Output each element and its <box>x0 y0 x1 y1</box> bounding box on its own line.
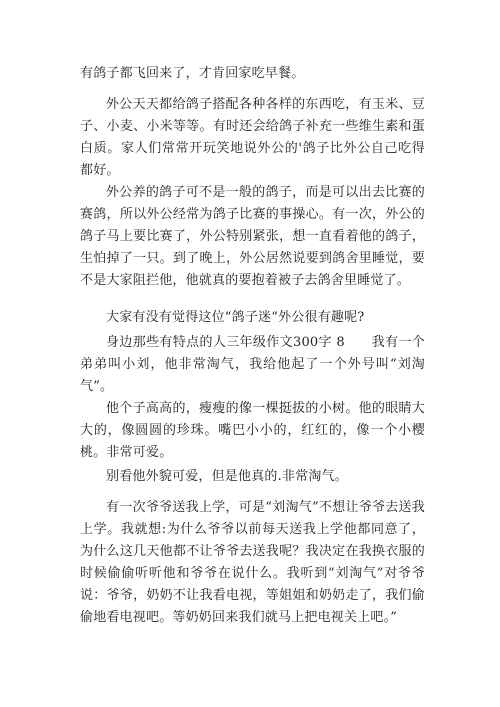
paragraph-4: 大家有没有觉得这位“鸽子迷“外公很有趣呢? <box>106 310 365 325</box>
paragraph-8: 有一次爷爷送我上学，可是“刘淘气”不想让爷爷去送我上学。我就想:为什么爷爷以前每天送我上学他都同意了，为什么这几天他都不让爷爷去送我呢？我决定在我换衣服的时候偷偷听听他和爷爷在说什么。我听到“刘淘气”对爷爷说：爷爷，奶奶不让我看电视，等姐姐和奶奶走了，我们偷偷地看电视吧。等奶奶回来我们就马上把电视关上吧。” <box>80 500 425 625</box>
paragraph-5: 身边那些有特点的人三年级作文300字 8 我有一个弟弟叫小刘，他非常淘气，我给他起了一个外号叫“刘淘气”。 <box>80 335 425 394</box>
paragraph-1: 有鸽子都飞回来了，才肯回家吃早餐。 <box>80 66 305 81</box>
paragraph-6: 他个子高高的，瘦瘦的像一棵挺拔的小树。他的眼睛大大的，像圆圆的珍珠。嘴巴小小的，红红的，像一个小樱桃。非常可爱。 <box>80 401 425 460</box>
paragraph-3: 外公养的鸽子可不是一般的鸽子，而是可以出去比赛的赛鸽，所以外公经常为鸽子比赛的事操心。有一次，外公的鸽子马上要比赛了，外公特别紧张，想一直看着他的鸽子，生怕掉了一只。到了晚上，外公居然说要到鸽舍里睡觉，要不是大家阻拦他，他就真的要抱着被子去鸽舍里睡觉了。 <box>80 185 425 288</box>
paragraph-7: 别看他外貌可爱，但是他真的.非常淘气。 <box>106 469 348 484</box>
paragraph-2: 外公天天都给鸽子搭配各种各样的东西吃，有玉米、豆子、小麦、小米等等。有时还会给鸽子补充一些维生素和蛋白质。家人们常常开玩笑地说外公的'鸽子比外公自己吃得都好。 <box>80 97 425 178</box>
